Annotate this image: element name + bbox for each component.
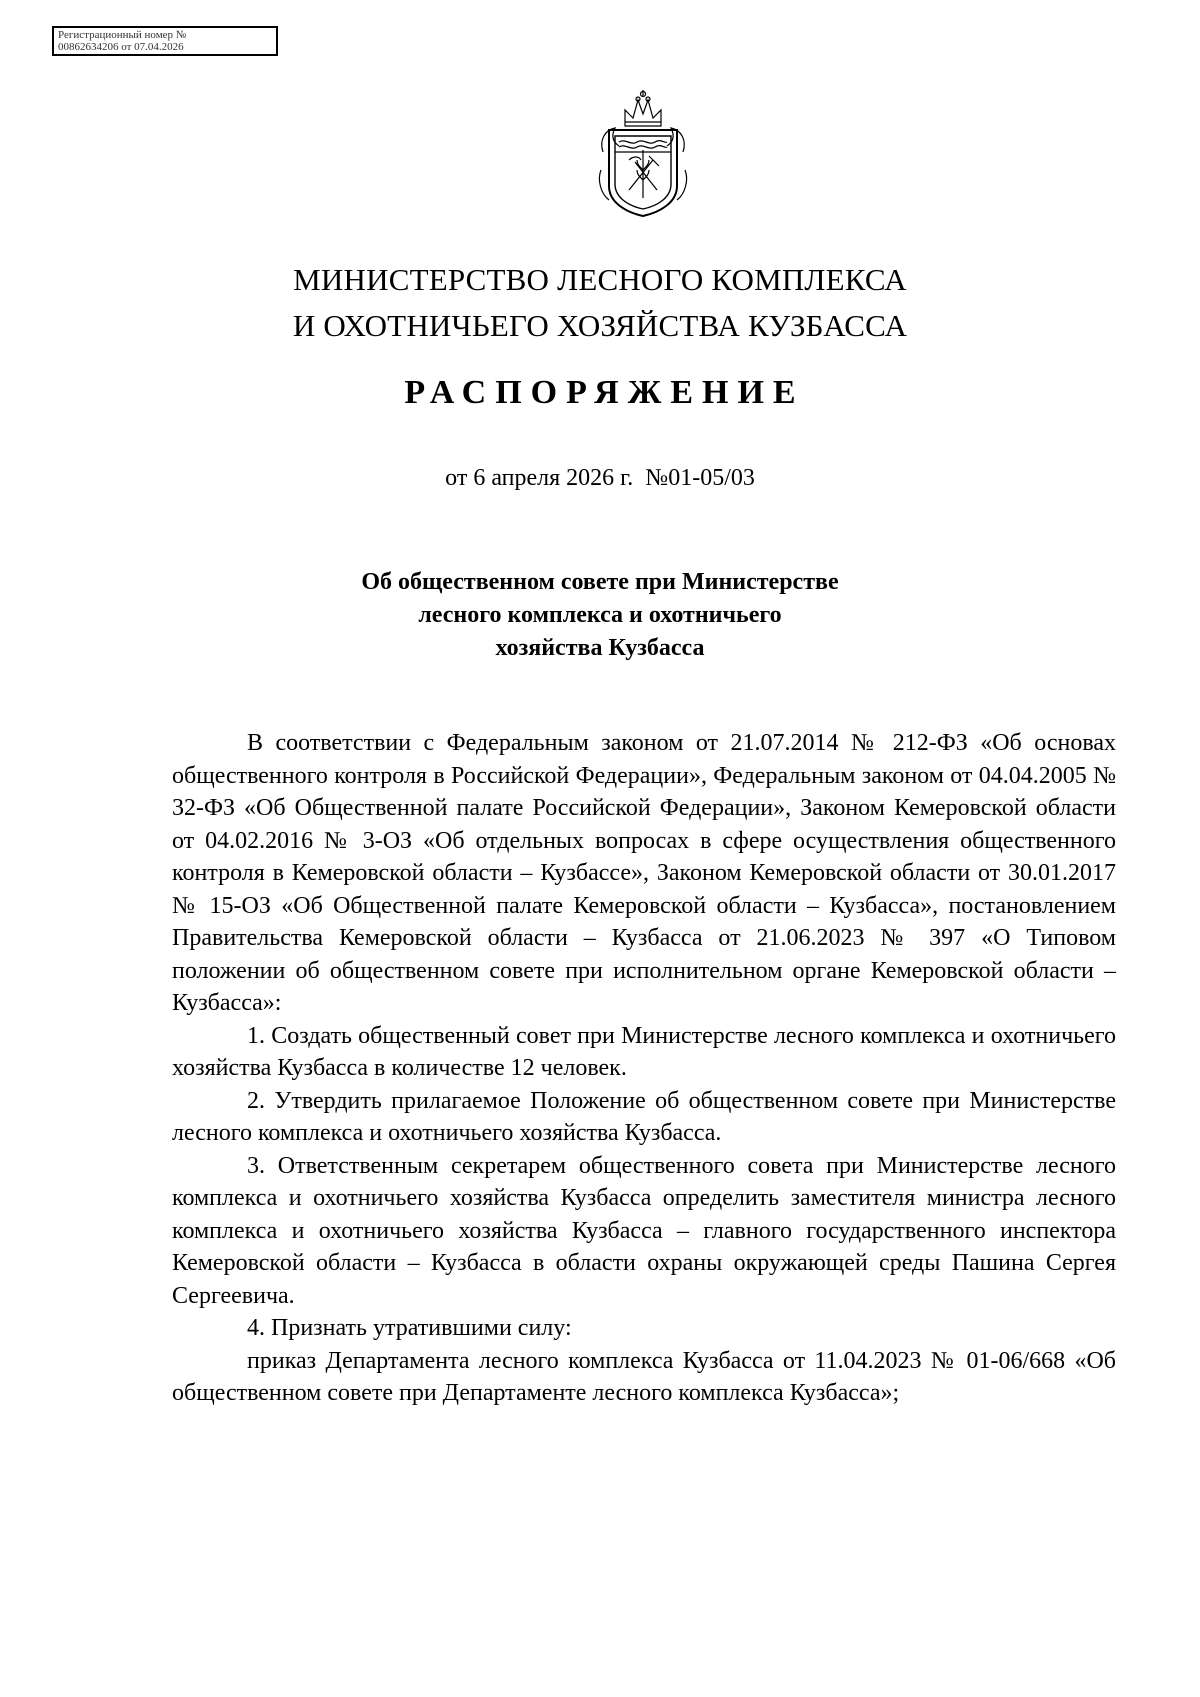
item-4-sub-1-paragraph: приказ Департамента лесного комплекса Кузбасса от 11.04.2023 № 01-06/668 «Об общественном совете при Департаменте лесного комплекса Кузбасса»; <box>172 1347 1116 1406</box>
document-body <box>172 727 1116 1410</box>
registration-stamp-line2: 00862634206 от 07.04.2026 <box>58 41 184 53</box>
item-2-paragraph: 2. Утвердить прилагаемое Положение об общественном совете при Министерстве лесного комплекса и охотничьего хозяйства Кузбасса. <box>172 1087 1116 1146</box>
document-date-number: от 6 апреля 2026 г. №01-05/03 <box>445 465 755 491</box>
ministry-name-line2: И ОХОТНИЧЬЕГО ХОЗЯЙСТВА КУЗБАССА <box>292 308 908 343</box>
preamble-paragraph: В соответствии с Федеральным законом от 21.07.2014 № 212-ФЗ «Об основах общественного контроля в Российской Федерации», Федеральным законом от 04.04.2005 № 32-ФЗ «Об Общественной палате Российской Федерации», Законом Кемеровской области от 04.02.2016 № 3-ОЗ «Об отдельных вопросах в сфере осуществления общественного контроля в Кемеровской области – Кузбассе», Законом Кемеровской области от 30.01.2017 № 15-ОЗ «Об Общественной палате Кемеровской области – Кузбасса», постановлением Правительства Кемеровской области – Кузбасса от 21.06.2023 № 397 «О Типовом положении об общественном совете при исполнительном органе Кемеровской области – Кузбасса»: <box>172 730 1116 1016</box>
item-3-paragraph: 3. Ответственным секретарем общественного совета при Министерстве лесного комплекса и охотничьего хозяйства Кузбасса определить заместителя министра лесного комплекса и охотничьего хозяйства Кузбасса – главного государственного инспектора Кемеровской области – Кузбасса в области охраны окружающей среды Пашина Сергея Сергеевича. <box>172 1152 1116 1309</box>
coat-of-arms-icon <box>595 90 691 220</box>
item-4-paragraph: 4. Признать утратившими силу: <box>247 1315 572 1341</box>
ministry-name-line1: МИНИСТЕРСТВО ЛЕСНОГО КОМПЛЕКСА <box>293 262 907 297</box>
item-1-paragraph: 1. Создать общественный совет при Министерстве лесного комплекса и охотничьего хозяйства Кузбасса в количестве 12 человек. <box>172 1022 1116 1081</box>
document-subject-line2: лесного комплекса и охотничьего <box>418 602 782 628</box>
document-subject-line3: хозяйства Кузбасса <box>495 635 705 661</box>
registration-stamp-line1: Регистрационный номер № <box>58 29 187 41</box>
ministry-name <box>0 257 1200 349</box>
document-subject-line1: Об общественном совете при Министерстве <box>361 569 839 595</box>
document-type: РАСПОРЯЖЕНИЕ <box>404 374 805 411</box>
registration-stamp <box>52 26 278 56</box>
document-subject <box>0 566 1200 665</box>
